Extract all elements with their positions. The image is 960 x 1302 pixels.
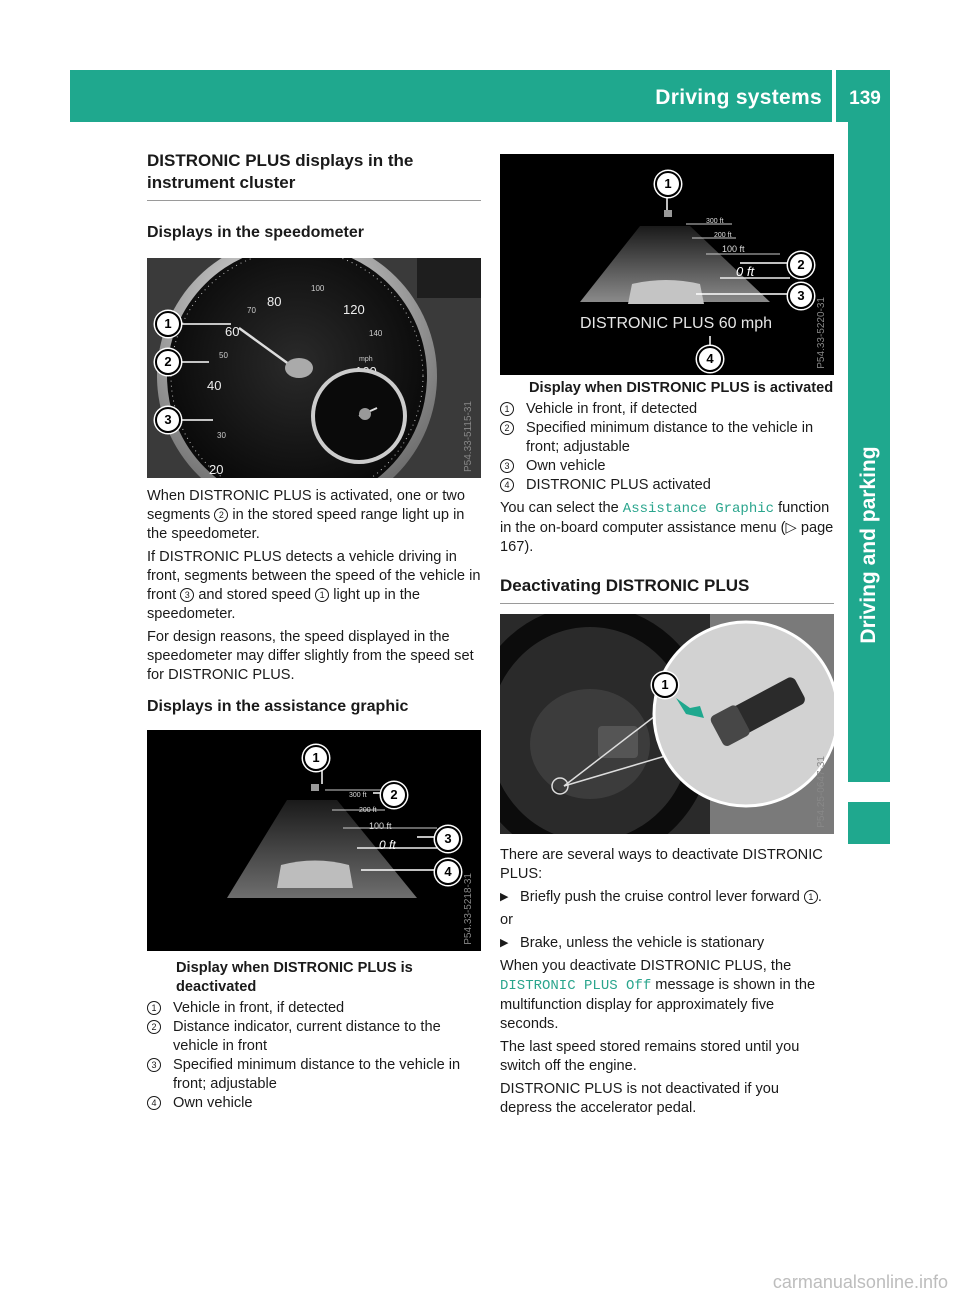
display-message-distronic-off: DISTRONIC PLUS Off [500, 978, 652, 994]
subheading-assistance-graphic: Displays in the assistance graphic [147, 698, 409, 715]
distance-100: 100 ft [722, 244, 745, 254]
speed-mark-50: 50 [219, 351, 228, 360]
arrow-right-icon: ▶ [500, 937, 509, 949]
paragraph-segments: When DISTRONIC PLUS is activated, one or two segments 2 in the stored speed range light up in the speedometer. [147, 488, 465, 542]
list-item: 1 Vehicle in front, if detected [147, 999, 481, 1018]
chapter-marker [848, 802, 890, 844]
section-heading-displays: DISTRONIC PLUS displays in the instrument cluster [147, 150, 481, 201]
distance-0: 0 ft [736, 264, 755, 279]
list-item: 2 Distance indicator, current distance to the vehicle in front [147, 1018, 481, 1056]
speed-mark-40: 40 [207, 378, 222, 393]
paragraph-off-message: When you deactivate DISTRONIC PLUS, the DISTRONIC PLUS Off message is shown in the multifunction display for approximately five seconds. [500, 958, 816, 1032]
instruction-step: ▶ Briefly push the cruise control lever forward 1 . [500, 889, 822, 905]
figure-code: P54.33-5115-31 [463, 401, 474, 472]
speed-mark-30: 30 [217, 431, 226, 440]
paragraph-accelerator: DISTRONIC PLUS is not deactivated if you depress the accelerator pedal. [500, 1081, 780, 1116]
callout-1: 1 [652, 672, 678, 698]
page-title: Driving systems [655, 86, 822, 109]
speedometer-figure [147, 258, 481, 478]
callout-3: 3 [788, 283, 814, 309]
speed-mark-120: 120 [343, 302, 365, 317]
paragraph-intro: There are several ways to deactivate DISTRONIC PLUS: [500, 847, 823, 882]
arrow-right-icon: ▶ [500, 891, 509, 903]
speedometer-illustration [147, 258, 481, 478]
chapter-tab-label: Driving and parking [857, 446, 880, 644]
callout-1: 1 [655, 171, 681, 197]
paragraph-last-speed: The last speed stored remains stored until you switch off the engine. [500, 1039, 800, 1074]
list-item: 2 Specified minimum distance to the vehicle in front; adjustable [500, 419, 834, 457]
list-item: 4 DISTRONIC PLUS activated [500, 476, 834, 495]
callout-4: 4 [697, 346, 723, 372]
figure-code: P54.25-0647-31 [816, 756, 827, 828]
speed-mark-80: 80 [267, 294, 282, 309]
callout-4: 4 [435, 859, 461, 885]
distance-300: 300 ft [706, 218, 724, 225]
text-or: or [500, 912, 513, 928]
cruise-lever-figure [500, 614, 834, 834]
distance-300: 300 ft [349, 792, 367, 799]
footer-watermark: carmanualsonline.info [772, 1272, 948, 1292]
ref-1: 1 [315, 588, 329, 602]
list-item: 3 Specified minimum distance to the vehicle in front; adjustable [147, 1056, 481, 1094]
page-number: 139 [849, 88, 881, 109]
distance-200: 200 ft [714, 232, 732, 239]
speed-mark-60: 60 [225, 324, 240, 339]
subheading-speedometer: Displays in the speedometer [147, 224, 364, 241]
figure-code: P54.33-5220-31 [816, 297, 827, 369]
distance-200: 200 ft [359, 807, 377, 814]
header-divider [832, 70, 836, 122]
callout-1: 1 [155, 311, 181, 337]
speed-mark-20: 20 [209, 462, 224, 477]
callout-2: 2 [788, 252, 814, 278]
distronic-status-banner: DISTRONIC PLUS 60 mph [580, 315, 773, 332]
figure-caption: Display when DISTRONIC PLUS is activated [529, 380, 834, 396]
paragraph-design: For design reasons, the speed displayed in the speedometer may differ slightly from the speed set for DISTRONIC PLUS. [147, 629, 474, 683]
list-item: 4 Own vehicle [147, 1094, 481, 1113]
callout-3: 3 [435, 826, 461, 852]
callout-3: 3 [155, 407, 181, 433]
speed-unit: mph [359, 356, 373, 363]
distance-100: 100 ft [369, 821, 392, 831]
list-item: 1 Vehicle in front, if detected [500, 400, 834, 419]
callout-2: 2 [155, 349, 181, 375]
assistance-graphic-deactivated-figure [147, 730, 481, 951]
ref-3: 3 [180, 588, 194, 602]
list-item: 3 Own vehicle [500, 457, 834, 476]
speed-mark-70: 70 [247, 306, 256, 315]
paragraph-select-graphic: You can select the Assistance Graphic function in the on-board computer assistance menu (▷ page 167). [500, 500, 834, 555]
ref-2: 2 [214, 508, 228, 522]
figure-code: P54.33-5218-31 [463, 873, 474, 945]
instruction-step: ▶ Brake, unless the vehicle is stationary [500, 935, 765, 951]
steering-wheel-illustration [500, 614, 834, 834]
callout-1: 1 [303, 745, 329, 771]
assistance-graphic-activated-figure [500, 154, 834, 375]
speed-mark-140: 140 [369, 329, 383, 338]
paragraph-detects: If DISTRONIC PLUS detects a vehicle driving in front, segments between the speed of the vehicle in front 3 and stored speed 1 light up in the speedometer. [147, 549, 481, 622]
callout-2: 2 [381, 782, 407, 808]
speed-mark-100: 100 [311, 284, 325, 293]
page-reference-arrow: ▷ [785, 520, 797, 536]
figure-caption: Display when DISTRONIC PLUS is deactivated [176, 960, 413, 995]
distance-0: 0 ft [379, 838, 396, 852]
ref-1: 1 [804, 890, 818, 904]
display-message-assistance-graphic: Assistance Graphic [622, 501, 775, 517]
right-column [500, 154, 834, 1118]
section-heading-deactivating: Deactivating DISTRONIC PLUS [500, 575, 834, 604]
left-column [147, 150, 481, 1113]
